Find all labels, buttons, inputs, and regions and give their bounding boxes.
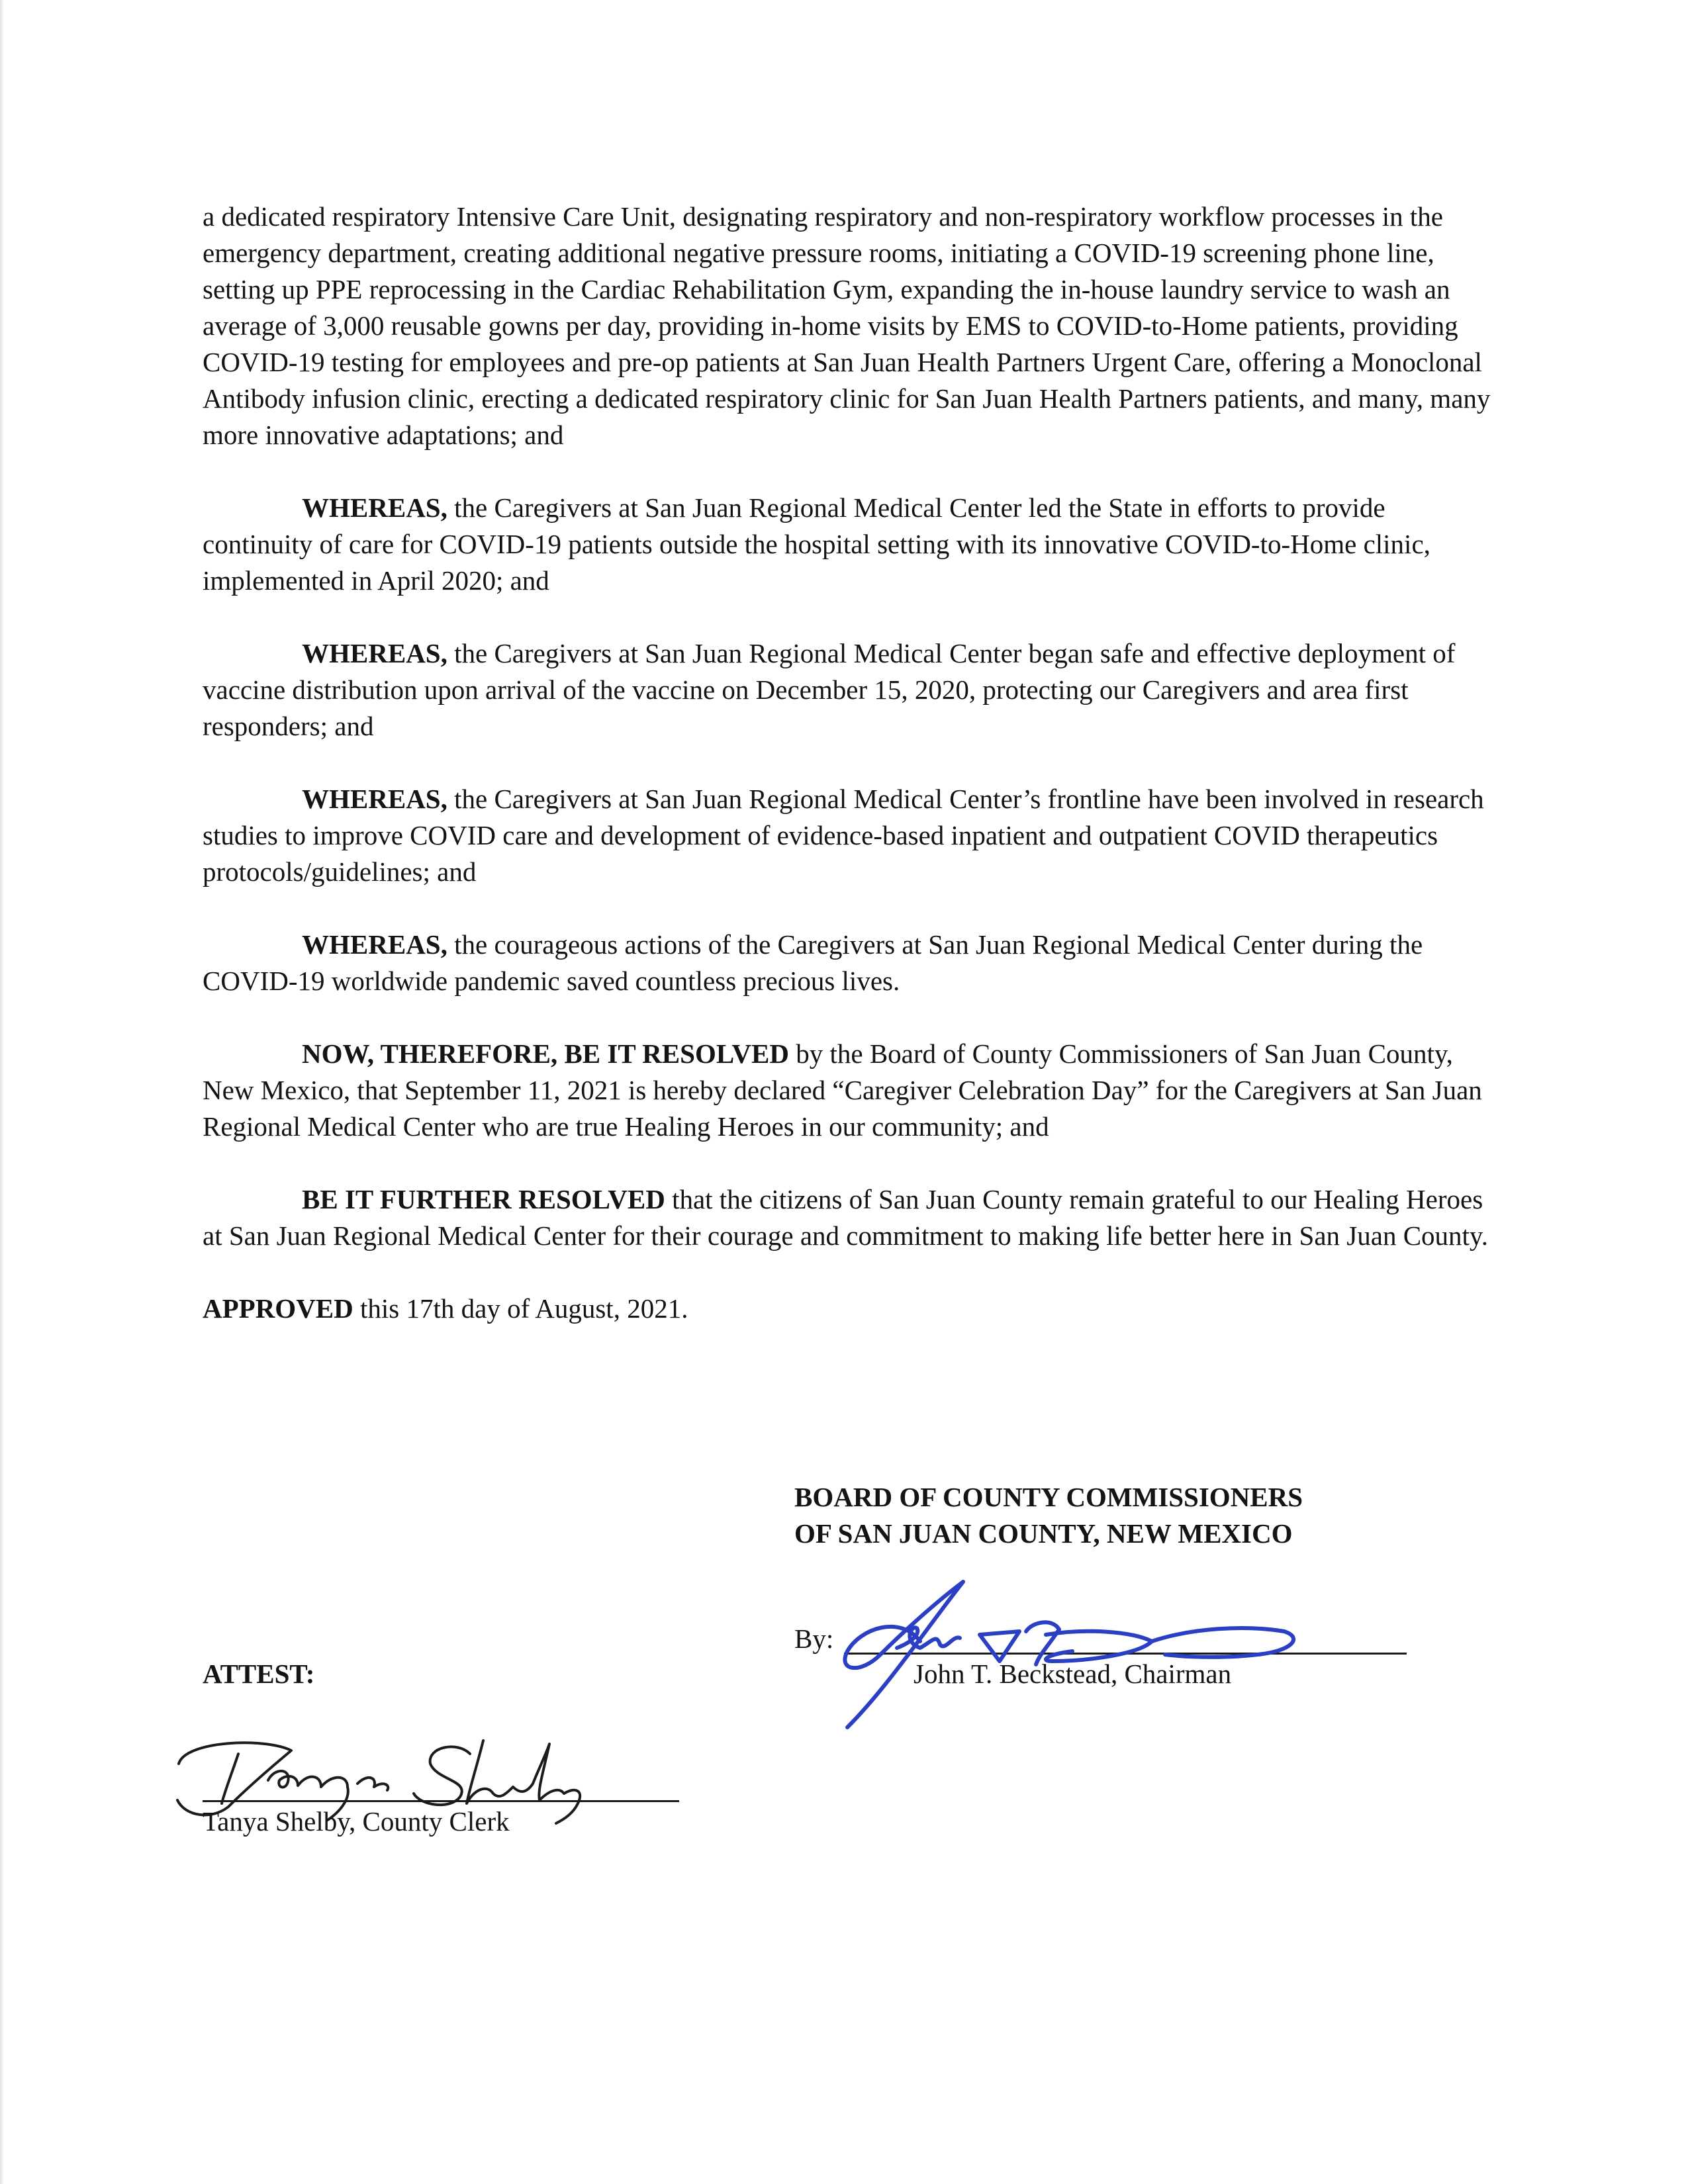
clause-lead: WHEREAS, bbox=[302, 492, 447, 523]
clause-lead: WHEREAS, bbox=[302, 638, 447, 668]
by-label: By: bbox=[794, 1623, 834, 1654]
clause-lead: NOW, THEREFORE, BE IT RESOLVED bbox=[302, 1038, 789, 1069]
approved-lead: APPROVED bbox=[203, 1293, 353, 1324]
board-heading-line-1: BOARD OF COUNTY COMMISSIONERS bbox=[794, 1482, 1303, 1512]
whereas-clause-3 bbox=[203, 781, 1500, 890]
board-heading bbox=[794, 1479, 1303, 1552]
approved-line bbox=[203, 1291, 1500, 1327]
clause-text: the courageous actions of the Caregivers at San Juan Regional Medical Center during the COVID-19 worldwide pandemic saved countless precious lives. bbox=[203, 929, 1423, 996]
approved-text: this 17th day of August, 2021. bbox=[360, 1293, 688, 1324]
clause-lead: WHEREAS, bbox=[302, 929, 447, 960]
clause-text: that the citizens of San Juan County remain grateful to our Healing Heroes at San Juan Regional Medical Center for their courage and commitment to making life better here in San Juan County. bbox=[203, 1184, 1489, 1251]
whereas-clause-1 bbox=[203, 490, 1500, 599]
clerk-name: Tanya Shelby, County Clerk bbox=[203, 1806, 510, 1837]
clause-text: the Caregivers at San Juan Regional Medical Center’s frontline have been involved in research studies to improve COVID care and development of evidence-based inpatient and outpatient COVID therapeutics protocols/guidelines; and bbox=[203, 784, 1484, 887]
chairman-name: John T. Beckstead, Chairman bbox=[914, 1659, 1232, 1689]
chairman-signature-strokes bbox=[845, 1582, 1293, 1727]
clause-text: the Caregivers at San Juan Regional Medical Center began safe and effective deployment of vaccine distribution upon arrival of the vaccine on December 15, 2020, protecting our Caregivers and area first responders; and bbox=[203, 638, 1456, 741]
clerk-signature-line bbox=[203, 1800, 679, 1802]
clause-lead: WHEREAS, bbox=[302, 784, 447, 814]
attest-label: ATTEST: bbox=[203, 1659, 315, 1689]
further-resolved-clause bbox=[203, 1181, 1500, 1254]
whereas-clause-2 bbox=[203, 635, 1500, 745]
clause-text: by the Board of County Commissioners of San Juan County, New Mexico, that September 11, 2021 is hereby declared “Caregiver Celebration Day” for the Caregivers at San Juan Regional Medical Center who are true Healing Heroes in our community; and bbox=[203, 1038, 1482, 1142]
clause-lead: BE IT FURTHER RESOLVED bbox=[302, 1184, 665, 1214]
resolved-clause bbox=[203, 1036, 1500, 1145]
whereas-clause-4 bbox=[203, 927, 1500, 999]
continuation-paragraph: a dedicated respiratory Intensive Care Unit, designating respiratory and non-respiratory workflow processes in the emergency department, creating additional negative pressure rooms, initiating a COVID-19 screening phone line, setting up PPE reprocessing in the Cardiac Rehabilitation Gym, expanding the in-house laundry service to wash an average of 3,000 reusable gowns per day, providing in-home visits by EMS to COVID-to-Home patients, providing COVID-19 testing for employees and pre-op patients at San Juan Health Partners Urgent Care, offering a Monoclonal Antibody infusion clinic, erecting a dedicated respiratory clinic for San Juan Health Partners patients, and many, many more innovative adaptations; and bbox=[203, 201, 1491, 450]
board-heading-line-2: OF SAN JUAN COUNTY, NEW MEXICO bbox=[794, 1518, 1293, 1549]
clause-text: the Caregivers at San Juan Regional Medical Center led the State in efforts to provide continuity of care for COVID-19 patients outside the hospital setting with its innovative COVID-to-Home clinic, implemented in April 2020; and bbox=[203, 492, 1430, 596]
chairman-signature-icon bbox=[821, 1555, 1324, 1721]
resolution-body bbox=[203, 199, 1500, 1363]
scan-edge-shadow bbox=[0, 0, 4, 2184]
